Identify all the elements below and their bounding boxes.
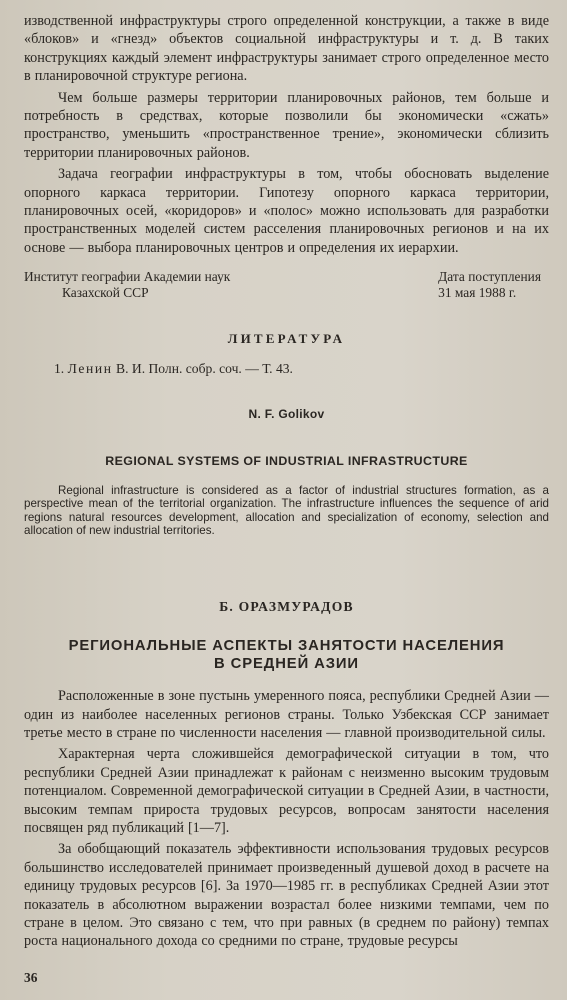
institute-affiliation <box>24 269 230 301</box>
body-paragraph: Характерная черта сложившейся демографической ситуации в том, что республики Средней Азии принадлежат к районам с неизменно высоким трудовым потенциалом. Современной демографической ситуации в Средней Азии, в частности, высоким темпам прироста трудовых ресурсов, вопросам занятости населения посвящен ряд публикаций [1—7]. <box>24 746 549 836</box>
body-paragraph: Чем больше размеры территории планировочных районов, тем больше и потребность в средствах, которые позволили бы экономически «сжать» пространство, уменьшить «пространственное трение», экономически сблизить территории планировочных районов. <box>24 89 549 161</box>
page-number: 36 <box>24 970 38 985</box>
reference-item <box>24 361 549 377</box>
article-title-line: РЕГИОНАЛЬНЫЕ АСПЕКТЫ ЗАНЯТОСТИ НАСЕЛЕНИЯ <box>68 638 505 655</box>
article-title-line: В СРЕДНЕЙ АЗИИ <box>214 656 359 673</box>
previous-article-ending <box>24 12 549 257</box>
received-label: Дата поступления <box>438 269 541 285</box>
affiliation-line: Институт географии Академии наук <box>24 269 231 285</box>
affiliation-line: Казахской ССР <box>62 285 149 301</box>
english-abstract: Regional infrastructure is considered as a factor of industrial structures formation, as a perspective mean of the territorial organization. The infrastructure influences the sequence of arid regions natural resources development, allocation and specialization of economy, selection and allocation of new industrial territories. <box>24 484 549 537</box>
reference-number: 1. <box>54 361 65 377</box>
article-title <box>24 637 549 673</box>
body-paragraph: Задача географии инфраструктуры в том, чтобы обосновать выделение опорного каркаса территории. Гипотезу опорного каркаса территории, планировочных осей, «коридоров» и «полос» можно использовать для разработки пространственных моделей систем расселения планировочных регионов и на их основе — выбора планировочных центров и определения их иерархии. <box>24 166 549 256</box>
article-author: Б. ОРАЗМУРАДОВ <box>219 599 354 615</box>
received-value: 31 мая 1988 г. <box>438 285 517 301</box>
body-paragraph: Расположенные в зоне пустынь умеренного пояса, республики Средней Азии — один из наиболее населенных регионов страны. Только Узбекская ССР занимает третье место в стране по численности населения — главной производительной силы. <box>24 688 549 741</box>
received-date <box>438 269 549 301</box>
body-paragraph: изводственной инфраструктуры строго определенной конструкции, а также в виде «блоков» и «гнезд» объектов социальной инфраструктуры и т. д. В таких конструкциях каждый элемент инфраструктуры занимает строго определенное место в планировочной структуре региона. <box>24 13 549 85</box>
english-author: N. F. Golikov <box>248 407 325 422</box>
english-title: REGIONAL SYSTEMS OF INDUSTRIAL INFRASTRUCTURE <box>105 454 468 469</box>
article-body <box>24 687 549 951</box>
reference-author: Ленин <box>67 361 113 377</box>
literature-heading: ЛИТЕРАТУРА <box>227 331 346 347</box>
body-paragraph: За обобщающий показатель эффективности использования трудовых ресурсов большинство исследователей принимает произведенный душевой доход в расчете на единицу трудовых ресурсов [6]. За 1970—1985 гг. в республиках Средней Азии этот показатель в абсолютном выражении возрастал более низкими темпами, чем по стране в целом. Это связано с тем, что при равных (в среднем по району) темпах роста национального дохода со средними по стране, трудовые ресурсы <box>24 841 549 950</box>
affiliation-block <box>24 269 549 301</box>
reference-source: В. И. Полн. собр. соч. — Т. 43. <box>112 361 293 377</box>
